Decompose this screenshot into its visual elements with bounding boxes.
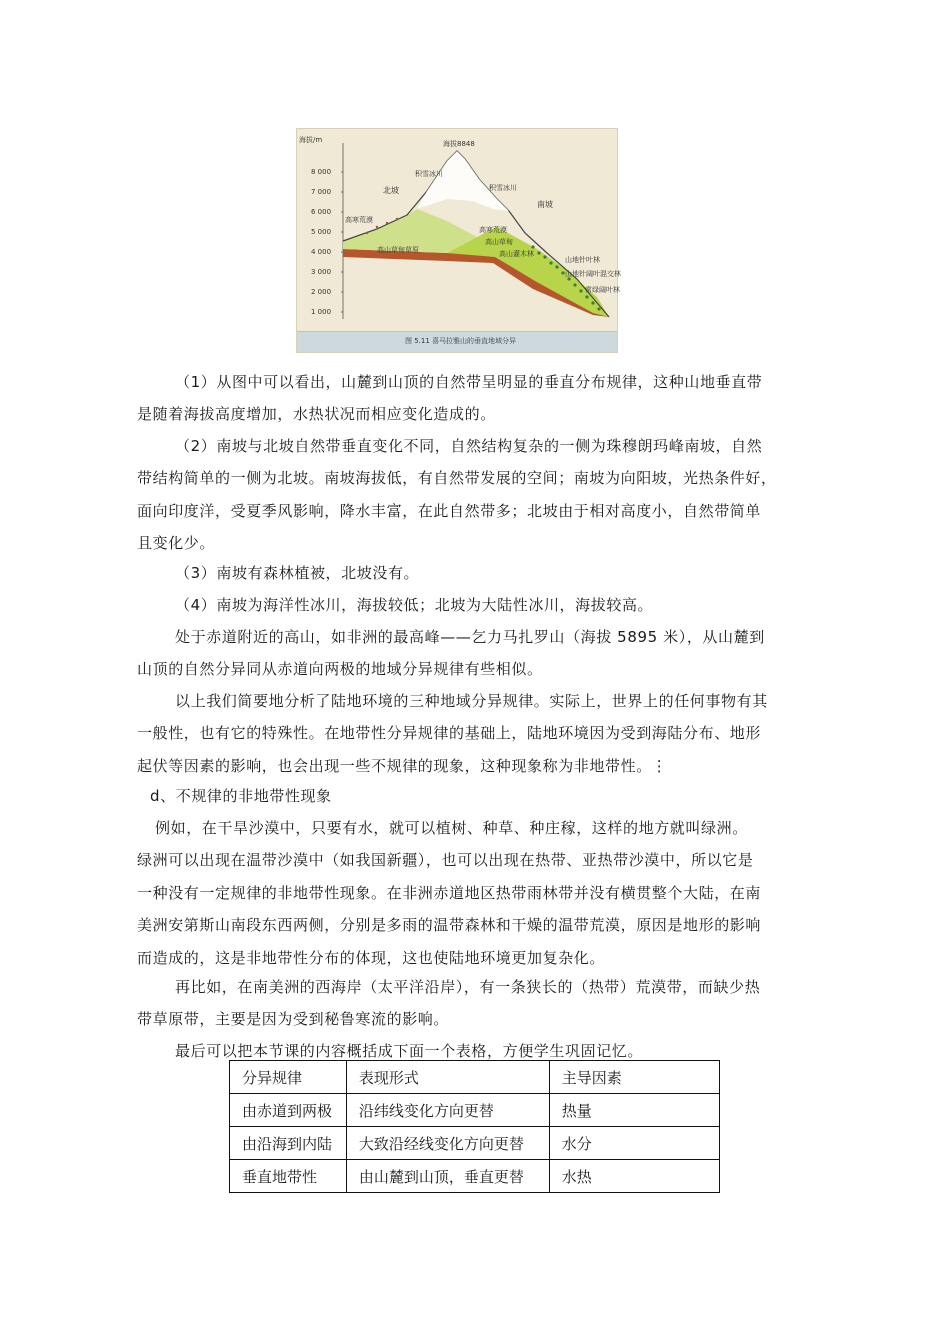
paragraph-8: [175, 971, 760, 1004]
text-line: 以上我们简要地分析了陆地环境的三种地域分异规律。实际上，世界上的任何事物有其: [175, 692, 768, 710]
paragraph-7: [155, 812, 748, 845]
text-line: 而造成的，这是非地带性分布的体现，这也使陆地环境更加复杂化。: [137, 948, 606, 967]
evergreen-forest-label: 常绿阔叶林: [585, 286, 620, 294]
section-heading-d: [150, 780, 332, 813]
paragraph-1: [175, 366, 762, 399]
text-line: （2）南坡与北坡自然带垂直变化不同，自然结构复杂的一侧为珠穆朗玛峰南坡，自然: [175, 437, 763, 455]
paragraph-1-cont: [137, 398, 496, 431]
paragraph-2: [175, 430, 762, 463]
y-tick: 1 000: [311, 308, 332, 316]
alpine-shrub-label: 高山灌木林: [499, 250, 534, 258]
alpine-meadow-label: 高山草甸: [485, 238, 513, 246]
text-line: （1）从图中可以看出，山麓到山顶的自然带呈明显的垂直分布规律，这种山地垂直带: [175, 373, 763, 391]
table-row: [230, 1094, 720, 1127]
text-line: 美洲安第斯山南段东西两侧，分别是多雨的温带森林和干燥的温带荒漠，原因是地形的影响: [137, 916, 762, 935]
table-cell: 由沿海到内陆: [230, 1127, 347, 1160]
text-line: 绿洲可以出现在温带沙漠中（如我国新疆），也可以出现在热带、亚热带沙漠中，所以它是: [137, 851, 754, 869]
paragraph-6-cont: [137, 717, 761, 782]
table-header-cell: 分异规律: [230, 1061, 347, 1094]
table-cell: 水热: [549, 1160, 719, 1193]
paragraph-5-cont: [137, 653, 543, 686]
text-line: （4）南坡为海洋性冰川，海拔较低；北坡为大陆性冰川，海拔较高。: [175, 596, 654, 614]
table-cell: 热量: [549, 1094, 719, 1127]
table-cell: 垂直地带性: [230, 1160, 347, 1193]
peak-label: 海拔8848: [443, 140, 475, 148]
glacier-label: 积雪冰川: [489, 184, 517, 192]
text-line: 带结构简单的一侧为北坡。南坡海拔低，有自然带发展的空间；南坡为向阳坡，光热条件好，: [137, 469, 777, 487]
text-line: 最后可以把本节课的内容概括成下面一个表格，方便学生巩固记忆。: [175, 1042, 644, 1060]
table-cell: 大致沿经线变化方向更替: [346, 1127, 549, 1160]
figure-caption-bar: [297, 331, 617, 352]
table-row: [230, 1160, 720, 1193]
y-tick: 8 000: [311, 168, 332, 176]
cold-desert-label: 高寒荒漠: [345, 216, 373, 224]
north-slope-label: 北坡: [383, 186, 399, 195]
paragraph-4: [175, 589, 653, 622]
paragraph-2-cont: [137, 462, 777, 560]
y-axis-title: 海拔/m: [299, 136, 323, 144]
text-line: 面向印度洋，受夏季风影响，降水丰富，在此自然带多；北坡由于相对高度小，自然带简单: [137, 501, 762, 520]
mountain-zonation-figure: [296, 128, 621, 353]
table-header-cell: 表现形式: [346, 1061, 549, 1094]
paragraph-6: [175, 685, 768, 718]
y-tick: 6 000: [311, 208, 332, 216]
mixed-forest-label: 山地针阔叶混交林: [565, 270, 621, 278]
glacier-label: 积雪冰川: [415, 170, 443, 178]
figure-caption: 图 5.11 喜马拉雅山的垂直地域分异: [405, 337, 517, 345]
table-header-cell: 主导因素: [549, 1061, 719, 1094]
text-line: 带草原带，主要是因为受到秘鲁寒流的影响。: [137, 1010, 450, 1028]
table-header-row: [230, 1061, 720, 1094]
paragraph-7-cont: [137, 844, 761, 974]
table-cell: 由赤道到两极: [230, 1094, 347, 1127]
y-tick: 3 000: [311, 268, 332, 276]
table-cell: 沿纬线变化方向更替: [346, 1094, 549, 1127]
text-line: 例如，在干旱沙漠中，只要有水，就可以植树、种草、种庄稼，这样的地方就叫绿洲。: [155, 819, 748, 837]
mountain-profile-graphic: [297, 129, 617, 352]
conifer-forest-label: 山地针叶林: [565, 256, 600, 264]
text-line: 一般性，也有它的特殊性。在地带性分异规律的基础上，陆地环境因为受到海陆分布、地形: [137, 724, 762, 742]
table-cell: 水分: [549, 1127, 719, 1160]
summary-table: [229, 1060, 720, 1193]
table-row: [230, 1127, 720, 1160]
y-tick: 7 000: [311, 188, 332, 196]
paragraph-8-cont: [137, 1003, 449, 1036]
paragraph-5: [175, 621, 765, 654]
paragraph-3: [175, 557, 419, 590]
alpine-steppe-label: 高山草甸草原: [377, 246, 419, 254]
text-line: d、不规律的非地带性现象: [150, 787, 332, 805]
alpine-desert-label: 高寒荒漠: [479, 226, 507, 234]
text-line: 再比如，在南美洲的西海岸（太平洋沿岸），有一条狭长的（热带）荒漠带，而缺少热: [175, 978, 761, 996]
text-line: 处于赤道附近的高山，如非洲的最高峰——乞力马扎罗山（海拔 5895 米），从山麓到: [175, 628, 765, 646]
text-line: （3）南坡有森林植被，北坡没有。: [175, 564, 420, 582]
y-tick: 2 000: [311, 288, 332, 296]
text-line: 是随着海拔高度增加，水热状况而相应变化造成的。: [137, 405, 496, 423]
table-cell: 由山麓到山顶，垂直更替: [346, 1160, 549, 1193]
text-line: 且变化少。: [137, 534, 216, 553]
south-slope-label: 南坡: [537, 200, 553, 209]
y-tick: 5 000: [311, 228, 332, 236]
text-line: 一种没有一定规律的非地带性现象。在非洲赤道地区热带雨林带并没有横贯整个大陆，在南: [137, 883, 762, 902]
text-line: 山顶的自然分异同从赤道向两极的地域分异规律有些相似。: [137, 660, 543, 678]
y-tick: 4 000: [311, 248, 332, 256]
text-line: 起伏等因素的影响，也会出现一些不规律的现象，这种现象称为非地带性。⋮: [137, 756, 668, 775]
